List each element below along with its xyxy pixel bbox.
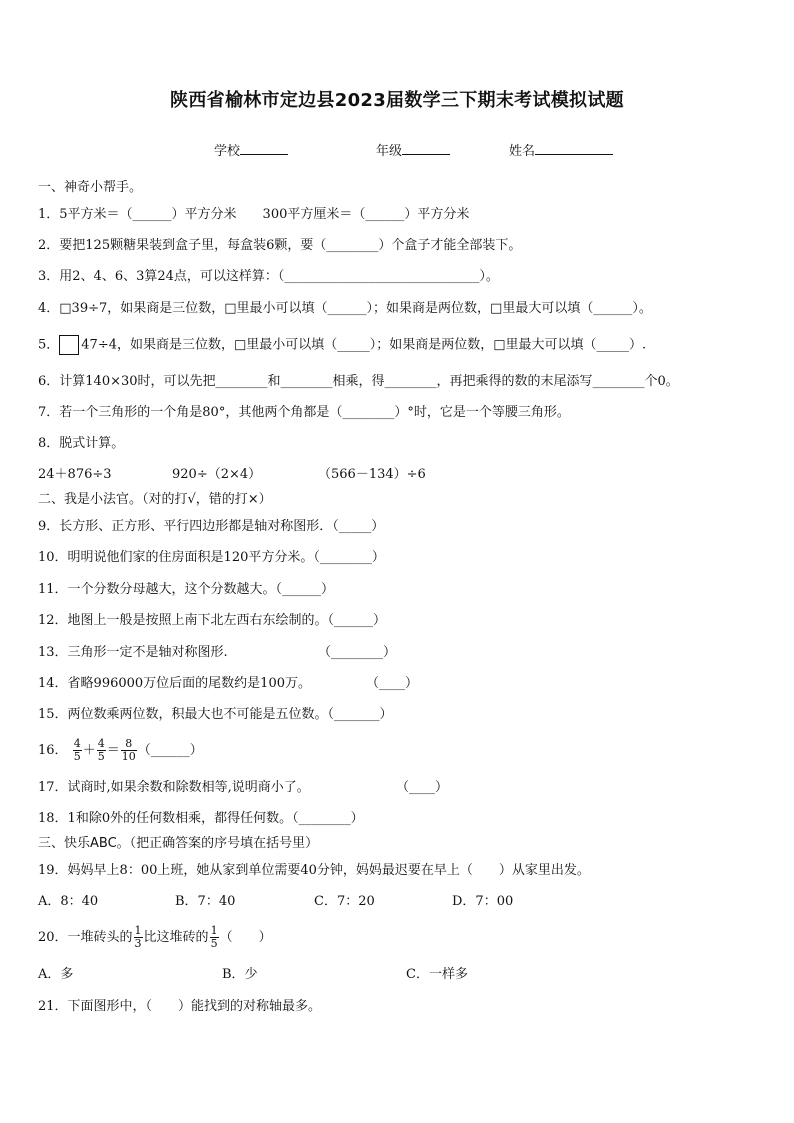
question-20	[38, 922, 272, 954]
grade-blank[interactable]	[402, 141, 450, 155]
question-5-text: 47÷4，如果商是三位数，□里最小可以填（_____）；如果商是两位数，□里最大可以填（_____）.	[81, 337, 647, 353]
grade-label: 年级	[376, 144, 403, 159]
question-16-answer: （______）	[137, 743, 203, 758]
question-15: 15．两位数乘两位数，积最大也不可能是五位数。（_______）	[38, 707, 393, 722]
fraction-1-5: $\frac{1}{5}$	[210, 924, 218, 950]
question-19-option-c[interactable]: C．7：20	[314, 894, 375, 909]
question-19-option-a[interactable]: A．8：40	[38, 894, 99, 909]
digit-box	[59, 335, 79, 355]
question-4: 4．□39÷7，如果商是三位数，□里最小可以填（______）；如果商是两位数，□里最大可以填（______）。	[38, 301, 652, 316]
question-19: 19．妈妈早上8：00上班，她从家到单位需要40分钟，妈妈最迟要在早上（ ）从家里出发。	[38, 863, 590, 878]
question-17-answer: （____）	[396, 780, 449, 795]
question-20-option-a[interactable]: A．多	[38, 967, 74, 982]
question-14-answer: （____）	[366, 676, 419, 691]
question-9: 9．长方形、正方形、平行四边形都是轴对称图形．（_____）	[38, 519, 385, 534]
question-20-option-c[interactable]: C．一样多	[406, 967, 468, 982]
question-12: 12．地图上一般是按照上南下北左西右东绘制的。（______）	[38, 613, 387, 628]
fraction-4-5-a: $\frac{4}{5}$	[73, 737, 81, 763]
section-1-heading: 一、神奇小帮手。	[38, 180, 143, 195]
question-7: 7．若一个三角形的一个角是80°，其他两个角都是（________）°时，它是一个等腰三角形。	[38, 405, 570, 420]
question-8: 8．脱式计算。	[38, 436, 125, 451]
question-1: 1．5平方米＝（______）平方分米 300平方厘米＝（______）平方分米	[38, 207, 470, 222]
question-20-option-b[interactable]: B．少	[222, 967, 258, 982]
question-20-answer: （ ）	[219, 930, 272, 945]
school-label: 学校	[214, 144, 241, 159]
question-5	[38, 335, 646, 355]
question-13: 13．三角形一定不是轴对称图形.	[38, 645, 228, 660]
name-label: 姓名	[509, 144, 536, 159]
question-2: 2．要把125颗糖果装到盒子里，每盒装6颗，要（________）个盒子才能全部装下。	[38, 238, 522, 253]
question-17: 17．试商时,如果余数和除数相等,说明商小了。	[38, 780, 310, 795]
page-title: 陕西省榆林市定边县2023届数学三下期末考试模拟试题	[170, 90, 624, 111]
fraction-1-3: $\frac{1}{3}$	[134, 924, 142, 950]
question-11: 11．一个分数分母越大，这个分数越大。（______）	[38, 582, 335, 597]
question-3: 3．用2、4、6、3算24点，可以这样算：（______________________________）。	[38, 269, 499, 284]
section-3-heading: 三、快乐ABC。（把正确答案的序号填在括号里）	[38, 836, 319, 851]
school-field	[214, 140, 288, 159]
question-5-number: 5．	[38, 337, 60, 353]
question-21: 21．下面图形中，（ ）能找到的对称轴最多。	[38, 999, 322, 1014]
question-20-text-a: 20．一堆砖头的	[38, 930, 133, 945]
school-blank[interactable]	[240, 141, 288, 155]
section-2-heading: 二、我是小法官。（对的打√，错的打×）	[38, 492, 272, 507]
question-8-expr-c: （566－134）÷6	[318, 467, 426, 482]
question-13-answer: （________）	[318, 645, 397, 660]
question-8-expr-a: 24＋876÷3	[38, 467, 112, 482]
question-18: 18．1和除0外的任何数相乘，都得任何数。（________）	[38, 811, 364, 826]
name-blank[interactable]	[535, 141, 613, 155]
question-19-option-d[interactable]: D．7：00	[452, 894, 514, 909]
question-6: 6．计算140×30时，可以先把________和________相乘，得________，再把乘得的数的末尾添写________个0。	[38, 374, 679, 389]
name-field	[509, 140, 613, 159]
question-10: 10．明明说他们家的住房面积是120平方分米。（________）	[38, 550, 385, 565]
question-14: 14．省略996000万位后面的尾数约是100万。	[38, 676, 311, 691]
question-19-option-b[interactable]: B．7：40	[175, 894, 236, 909]
grade-field	[376, 140, 450, 159]
question-16: 16． $\frac{4}{5}$ ＋ $\frac{4}{5}$ ＝ $\frac{8}{10}$ （______）	[38, 737, 203, 763]
fraction-4-5-b: $\frac{4}{5}$	[97, 737, 105, 763]
question-20-text-b: 比这堆砖的	[143, 930, 209, 945]
question-8-expr-b: 920÷（2×4）	[172, 467, 262, 482]
question-16-number: 16．	[38, 743, 68, 758]
fraction-8-10: $\frac{8}{10}$	[121, 737, 136, 763]
